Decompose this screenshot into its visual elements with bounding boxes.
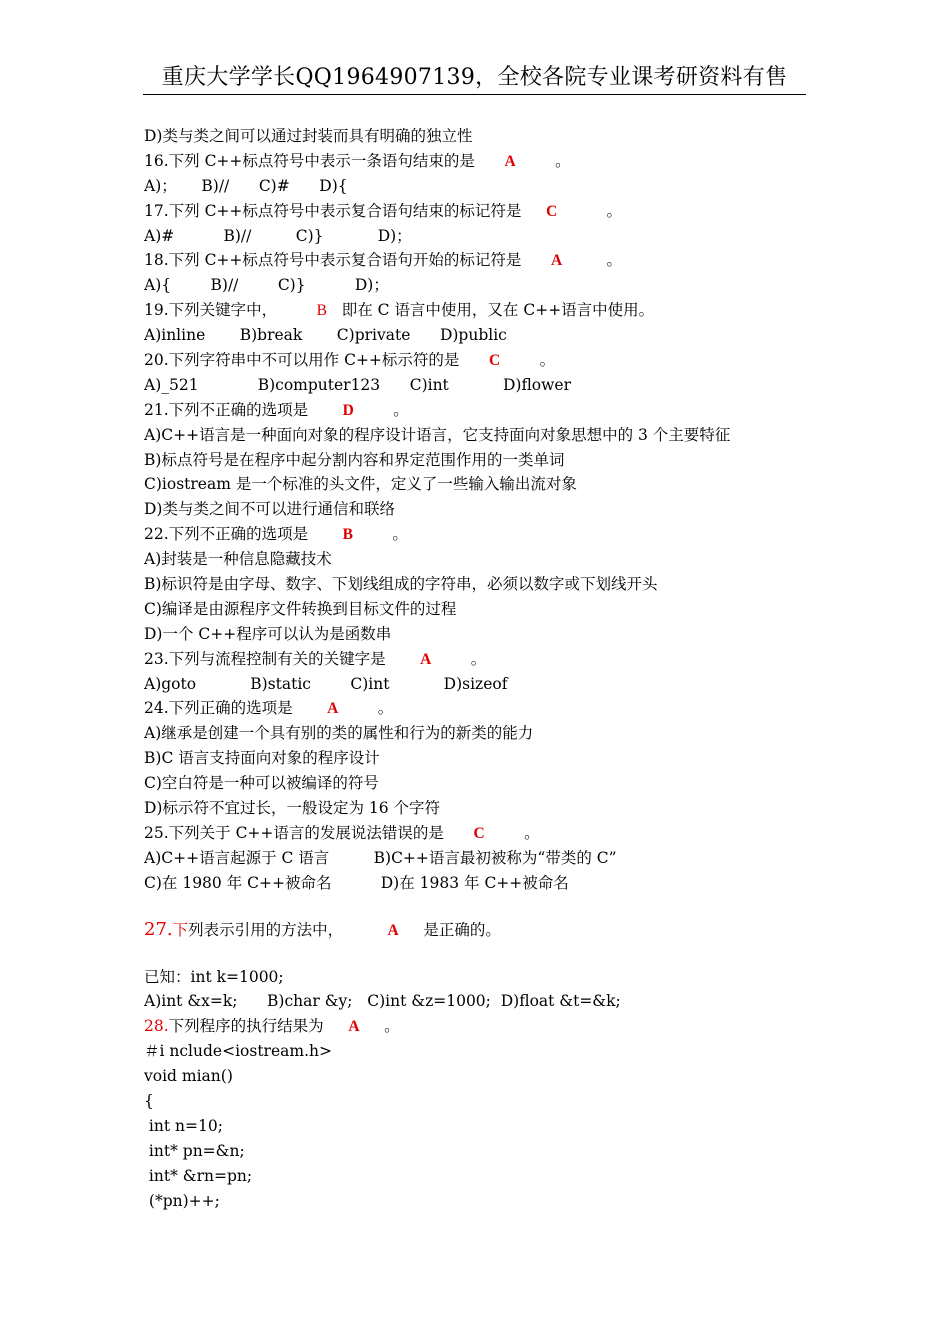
q21-answer: D [342,401,354,419]
q27-options: A)int &x=k; B)char &y; C)int &z=1000; D)float &t=&k; [144,992,621,1011]
document-body [144,124,824,1213]
q17-options: A)# B)// C)} D)； [144,226,412,245]
q22-option-b: B)标识符是由字母、数字、下划线组成的字符串，必须以数字或下划线开头 [144,575,658,594]
q25-answer: C [473,824,485,842]
q21-option-c: C)iostream 是一个标准的头文件，定义了一些输入输出流对象 [144,475,577,494]
code-line: int n=10; [144,1116,223,1135]
q27-stem: 27.下列表示引用的方法中， A 是正确的。 [144,918,501,940]
code-line: ＃i nclude<iostream.h> [144,1042,332,1061]
q24-option-d: D)标示符不宜过长，一般设定为 16 个字符 [144,799,441,818]
q24-option-b: B)C 语言支持面向对象的程序设计 [144,749,380,768]
q16-answer: A [504,152,516,170]
q22-option-c: C)编译是由源程序文件转换到目标文件的过程 [144,599,457,618]
q28-number: 28. [144,1017,169,1036]
q21-option-b: B)标点符号是在程序中起分割内容和界定范围作用的一类单词 [144,450,565,469]
q24-option-a: A)继承是创建一个具有别的类的属性和行为的新类的能力 [144,724,534,743]
code-line: void mian() [144,1067,233,1086]
q22-stem: 22.下列不正确的选项是 B 。 [144,525,408,544]
code-line: (*pn)++; [144,1191,220,1210]
q15-option-d: D)类与类之间可以通过封装而具有明确的独立性 [144,127,473,145]
q19-stem: 19.下列关键字中， B 即在 C 语言中使用，又在 C++语言中使用。 [144,301,655,320]
q21-stem: 21.下列不正确的选项是 D 。 [144,400,409,419]
q28-stem: 28.下列程序的执行结果为 A 。 [144,1017,400,1036]
q22-option-d: D)一个 C++程序可以认为是函数串 [144,624,392,643]
q27-answer: A [387,921,399,939]
q19-answer: B [316,302,327,320]
q25-stem: 25.下列关于 C++语言的发展说法错误的是 C 。 [144,823,540,842]
q27-number: 27. [144,918,173,940]
q16-stem: 16.下列 C++标点符号中表示一条语句结束的是 A 。 [144,151,571,170]
q22-answer: B [342,526,353,544]
q24-answer: A [327,700,339,718]
q23-options: A)goto B)static C)int D)sizeof [144,674,508,693]
q23-stem: 23.下列与流程控制有关的关键字是 A 。 [144,649,487,668]
q20-stem: 20.下列字符串中不可以用作 C++标示符的是 C 。 [144,351,556,370]
q20-answer: C [488,352,501,370]
page-header: 重庆大学学长QQ1964907139，全校各院专业课考研资料有售 [143,62,806,95]
q25-options-cd: C)在 1980 年 C++被命名 D)在 1983 年 C++被命名 [144,873,569,892]
q27-known: 已知：int k=1000; [144,967,284,986]
q19-options: A)inline B)break C)private D)public [144,326,507,345]
q20-options: A)_521 B)computer123 C)int D)flower [144,375,571,394]
q18-stem: 18.下列 C++标点符号中表示复合语句开始的标记符是 A 。 [144,251,623,270]
q18-answer: A [550,252,563,270]
q24-stem: 24.下列正确的选项是 A 。 [144,699,394,718]
q24-option-c: C)空白符是一种可以被编译的符号 [144,774,379,793]
q18-options: A){ B)// C)} D)； [144,276,389,295]
q25-options-ab: A)C++语言起源于 C 语言 B)C++语言最初被称为“带类的 C” [144,848,617,867]
q21-option-d: D)类与类之间不可以进行通信和联络 [144,500,395,519]
q28-answer: A [348,1018,360,1036]
q21-option-a: A)C++语言是一种面向对象的程序设计语言，它支持面向对象思想中的 3 个主要特征 [144,425,731,444]
code-line: int* pn=&n; [144,1141,245,1160]
q23-answer: A [420,650,432,668]
q17-answer: C [546,202,558,220]
q17-stem: 17.下列 C++标点符号中表示复合语句结束的标记符是 C 。 [144,201,623,220]
q22-option-a: A)封装是一种信息隐藏技术 [144,550,332,569]
code-line: int* &rn=pn; [144,1166,253,1185]
code-line: { [144,1091,154,1110]
q16-options: A)； B)// C)# D){ [144,176,348,195]
